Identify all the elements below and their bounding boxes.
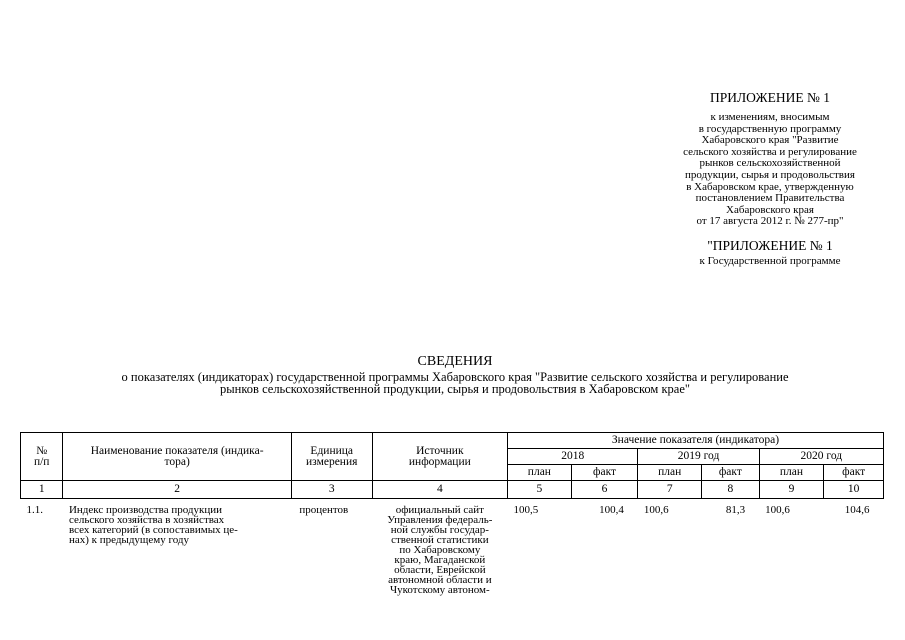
col-number: 2 xyxy=(63,481,291,499)
appendix-title-2: "ПРИЛОЖЕНИЕ № 1 xyxy=(707,237,833,253)
header-year-2020: 2020 год xyxy=(759,449,883,465)
header-fact: факт xyxy=(571,465,638,481)
value-2018-plan: 100,5 xyxy=(513,504,539,516)
header-name: Наименование показателя (индика- тора) xyxy=(63,433,291,481)
value-2019-fact: 81,3 xyxy=(725,504,746,516)
value-2019-plan: 100,6 xyxy=(643,504,669,516)
value-2020-plan: 100,6 xyxy=(765,504,790,516)
header-fact: факт xyxy=(824,465,884,481)
header-plan: план xyxy=(638,465,702,481)
col-number: 7 xyxy=(638,481,702,499)
col-number: 10 xyxy=(824,481,884,499)
appendix-text: к изменениям, вносимым в государственную программу Хабаровского края "Развитие сельского хозяйства и регулирование рынков сельскохозяйственной продукции, сырья и продовольствия в Хабаровском крае, утвержденную постановлением Правительства Хабаровского края от 17 августа 2012 г. № 277-пр" xyxy=(683,111,857,228)
appendix-title: ПРИЛОЖЕНИЕ № 1 xyxy=(709,90,831,105)
col-number: 9 xyxy=(759,481,824,499)
indicator-source: официальный сайт Управления федераль- ной службы государ- ственной статистики по Хабаровскому краю, Магаданской области, Еврейской автономной области и Чукотскому автоном- xyxy=(387,504,493,596)
header-year-2018: 2018 xyxy=(508,449,638,465)
header-year-2019: 2019 год xyxy=(638,449,759,465)
header-unit: Единица измерения xyxy=(291,433,372,481)
document-heading xyxy=(20,353,890,395)
header-fact: факт xyxy=(702,465,760,481)
indicator-unit: процентов xyxy=(299,504,349,516)
value-2018-fact: 100,4 xyxy=(599,504,624,516)
header-plan: план xyxy=(759,465,824,481)
row-number: 1.1. xyxy=(26,504,43,516)
col-number: 5 xyxy=(508,481,572,499)
appendix-block xyxy=(640,90,900,268)
table-row xyxy=(21,499,884,596)
heading-subtitle: о показателях (индикаторах) государственной программы Хабаровского края "Развитие сельского хозяйства и регулирование рынков сельскохозяйственной продукции, сырья и продовольствия в Хабаровском крае" xyxy=(121,370,789,396)
col-number: 1 xyxy=(21,481,63,499)
col-number: 4 xyxy=(372,481,507,499)
header-plan: план xyxy=(508,465,572,481)
heading-title: СВЕДЕНИЯ xyxy=(417,354,493,369)
header-value: Значение показателя (индикатора) xyxy=(508,433,884,449)
header-num: № п/п xyxy=(21,433,63,481)
indicators-table xyxy=(20,432,884,595)
col-number: 3 xyxy=(291,481,372,499)
appendix-text-2: к Государственной программе xyxy=(699,254,841,267)
col-number: 8 xyxy=(702,481,760,499)
header-source: Источник информации xyxy=(372,433,507,481)
col-number: 6 xyxy=(571,481,638,499)
indicator-name: Индекс производства продукции сельского хозяйства в хозяйствах всех категорий (в сопоставимых це- нах) к предыдущему году xyxy=(68,504,238,546)
value-2020-fact: 104,6 xyxy=(844,504,870,516)
